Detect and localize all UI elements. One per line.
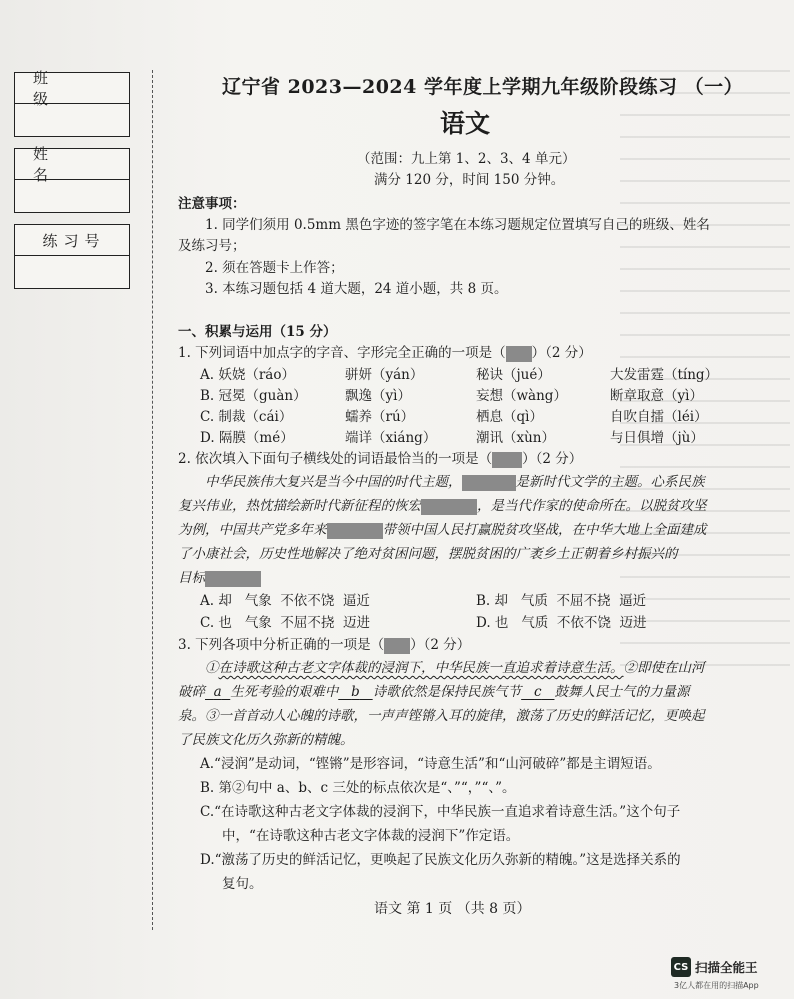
notes-heading: 注意事项： bbox=[178, 196, 246, 212]
q2-p3a: 为例，中国共产党多年来 bbox=[178, 522, 327, 538]
q2-passage-5 bbox=[178, 566, 261, 587]
q2-optB bbox=[476, 589, 646, 609]
q3-l2g: 鼓舞人民士气的力量源 bbox=[554, 684, 690, 700]
q1-stem-text: 1. 下列词语中加点字的字音、字形完全正确的一项是（ bbox=[178, 345, 506, 361]
camscanner-name: 扫描全能王 bbox=[695, 960, 758, 975]
q2-a2: 气象 bbox=[244, 593, 272, 609]
q1-c4: 自吹自擂（léi） bbox=[610, 409, 708, 425]
q3-stem bbox=[178, 633, 470, 654]
q1-stem bbox=[178, 341, 592, 362]
q2-c2: 气象 bbox=[244, 615, 272, 631]
score-time: 满分 120 分，时间 150 分钟。 bbox=[374, 172, 565, 188]
q2-p2a: 复兴伟业，热忱描绘新时代新征程的恢宏 bbox=[178, 498, 421, 514]
q2-b1: B. 却 bbox=[476, 593, 509, 609]
q3-s1pre: ① bbox=[205, 660, 219, 676]
q3-option-d2: 复句。 bbox=[222, 876, 263, 892]
q1-b4: 断章取意（yì） bbox=[610, 388, 703, 404]
q1-answer-blank bbox=[506, 346, 532, 362]
q2-c4: 迈进 bbox=[343, 615, 370, 631]
note-3: 3. 本练习题包括 4 道大题，24 道小题，共 8 页。 bbox=[205, 281, 508, 297]
camscanner-tagline: 3亿人都在用的扫描App bbox=[674, 981, 759, 990]
q2-optC bbox=[200, 611, 370, 631]
q1-a3: 秘诀（jué） bbox=[476, 367, 551, 383]
class-box bbox=[14, 69, 130, 137]
id-blank[interactable] bbox=[15, 256, 129, 288]
id-label: 练习号 bbox=[15, 225, 129, 256]
section1-heading: 一、积累与运用（15 分） bbox=[178, 324, 337, 340]
q2-b2: 气质 bbox=[520, 593, 548, 609]
q2-blank-2 bbox=[421, 499, 477, 515]
q3-s2: ②即使在山河 bbox=[623, 660, 705, 676]
q2-d2: 气质 bbox=[521, 615, 549, 631]
q1-d1: D. 隔膜（mé） bbox=[200, 430, 294, 446]
q2-stem-text: 2. 依次填入下面句子横线处的词语最恰当的一项是（ bbox=[178, 451, 493, 467]
q1-c2: 蠕养（rú） bbox=[345, 409, 415, 425]
q3-blank-c: c bbox=[534, 684, 542, 700]
q2-d3: 不依不饶 bbox=[556, 615, 611, 631]
q2-d1: D. 也 bbox=[476, 615, 509, 631]
q1-d4: 与日俱增（jù） bbox=[610, 430, 704, 446]
scope: （范围：九上第 1、2、3、4 单元） bbox=[357, 151, 576, 167]
q3-line-4: 了民族文化历久弥新的精魄。 bbox=[178, 732, 354, 748]
scanner-watermark bbox=[671, 957, 758, 977]
q3-l2c: 生死考验的艰难中 bbox=[230, 684, 339, 700]
q3-l2a: 破碎 bbox=[178, 684, 205, 700]
q1-a1: A. 妖娆（ráo） bbox=[200, 367, 295, 383]
q2-d4: 迈进 bbox=[619, 615, 647, 631]
q3-stem-text: 3. 下列各项中分析正确的一项是（ bbox=[178, 637, 385, 653]
q1-stem-end: ）（2 分） bbox=[531, 345, 592, 361]
q2-stem bbox=[178, 447, 582, 468]
camscanner-logo-icon: CS bbox=[671, 957, 691, 977]
q1-b1: B. 冠冕（guàn） bbox=[200, 388, 307, 404]
q3-option-d1: D.“激荡了历史的鲜活记忆，更唤起了民族文化历久弥新的精魄。”这是选择关系的 bbox=[200, 852, 681, 868]
note-1a: 1. 同学们须用 0.5mm 黑色字迹的签字笔在本练习题规定位置填写自己的班级、姓名 bbox=[205, 217, 710, 233]
q3-option-c1: C.“在诗歌这种古老文字体裁的浸润下，中华民族一直追求着诗意生活。”这个句子 bbox=[200, 804, 681, 820]
q3-option-c2: 中，“在诗歌这种古老文字体裁的浸润下”作定语。 bbox=[222, 828, 520, 844]
q2-passage-4: 了小康社会，历史性地解决了绝对贫困问题，摆脱贫困的广袤乡土正朝着乡村振兴的 bbox=[178, 546, 678, 562]
q2-c1: C. 也 bbox=[200, 615, 232, 631]
q1-a4: 大发雷霆（tíng） bbox=[610, 367, 719, 383]
q2-a1: A. 却 bbox=[200, 593, 232, 609]
q2-c3: 不屈不挠 bbox=[280, 615, 335, 631]
q3-blank-a: a bbox=[213, 684, 222, 700]
id-box bbox=[14, 224, 130, 289]
q2-p5: 目标 bbox=[178, 570, 205, 586]
q2-a3: 不依不饶 bbox=[280, 593, 335, 609]
q2-p1a: 中华民族伟大复兴是当今中国的时代主题， bbox=[205, 474, 462, 490]
note-1b: 及练习号； bbox=[178, 238, 246, 254]
q1-d3: 潮讯（xùn） bbox=[476, 430, 556, 446]
q2-a4: 逼近 bbox=[342, 593, 370, 609]
binding-line bbox=[152, 70, 153, 930]
q3-stem-end: ）（2 分） bbox=[410, 637, 471, 653]
q2-answer-blank bbox=[492, 452, 522, 468]
q2-optD bbox=[476, 611, 647, 631]
q1-a2: 骈妍（yán） bbox=[345, 367, 424, 383]
q3-blank-b: b bbox=[351, 684, 360, 700]
q2-p1b: 是新时代文学的主题。心系民族 bbox=[515, 474, 705, 490]
q2-blank-1 bbox=[462, 475, 516, 491]
q2-passage-2 bbox=[178, 494, 707, 515]
q2-stem-end: ）（2 分） bbox=[522, 451, 583, 467]
q2-b3: 不屈不挠 bbox=[556, 593, 611, 609]
q2-blank-4 bbox=[205, 571, 261, 587]
name-label: 姓 名 bbox=[15, 149, 129, 180]
q3-line-2 bbox=[178, 680, 689, 700]
q1-c3: 栖息（qì） bbox=[476, 409, 543, 425]
note-2: 2. 须在答题卡上作答； bbox=[205, 260, 344, 276]
q2-b4: 逼近 bbox=[619, 593, 647, 609]
q2-blank-3 bbox=[327, 523, 383, 539]
q3-l2e: 诗歌依然是保持民族气节 bbox=[372, 684, 522, 700]
q2-passage-3 bbox=[178, 518, 707, 539]
q3-answer-blank bbox=[384, 638, 410, 654]
exam-title: 辽宁省 2023—2024 学年度上学期九年级阶段练习 （一） bbox=[222, 76, 744, 98]
q2-optA bbox=[200, 589, 370, 609]
q2-p2b: ，是当代作家的使命所在。以脱贫攻坚 bbox=[477, 498, 707, 514]
page-footer: 语文 第 1 页 （共 8 页） bbox=[374, 901, 531, 917]
q1-d2: 端详（xiáng） bbox=[345, 430, 437, 446]
q1-c1: C. 制裁（cái） bbox=[200, 409, 293, 425]
q2-passage-1 bbox=[205, 470, 705, 491]
class-label: 班 级 bbox=[15, 73, 129, 104]
q3-line-3: 泉。③一首首动人心魄的诗歌，一声声铿锵入耳的旋律，激荡了历史的鲜活记忆，更唤起 bbox=[178, 708, 705, 724]
q2-p3b: 带领中国人民打赢脱贫攻坚战，在中华大地上全面建成 bbox=[382, 522, 707, 538]
name-box bbox=[14, 145, 130, 213]
q1-b2: 飘逸（yì） bbox=[345, 388, 411, 404]
q3-option-b: B. 第②句中 a、b、c 三处的标点依次是“、”“，”“、”。 bbox=[200, 780, 516, 796]
subject-title: 语文 bbox=[440, 109, 491, 138]
q3-option-a: A.“浸润”是动词，“铿锵”是形容词，“诗意生活”和“山河破碎”都是主谓短语。 bbox=[200, 756, 661, 772]
q1-b3: 妄想（wàng） bbox=[476, 388, 567, 404]
q3-line-1 bbox=[205, 656, 705, 676]
q3-s1: 在诗歌这种古老文字体裁的浸润下，中华民族一直追求着诗意生活。 bbox=[218, 660, 624, 676]
